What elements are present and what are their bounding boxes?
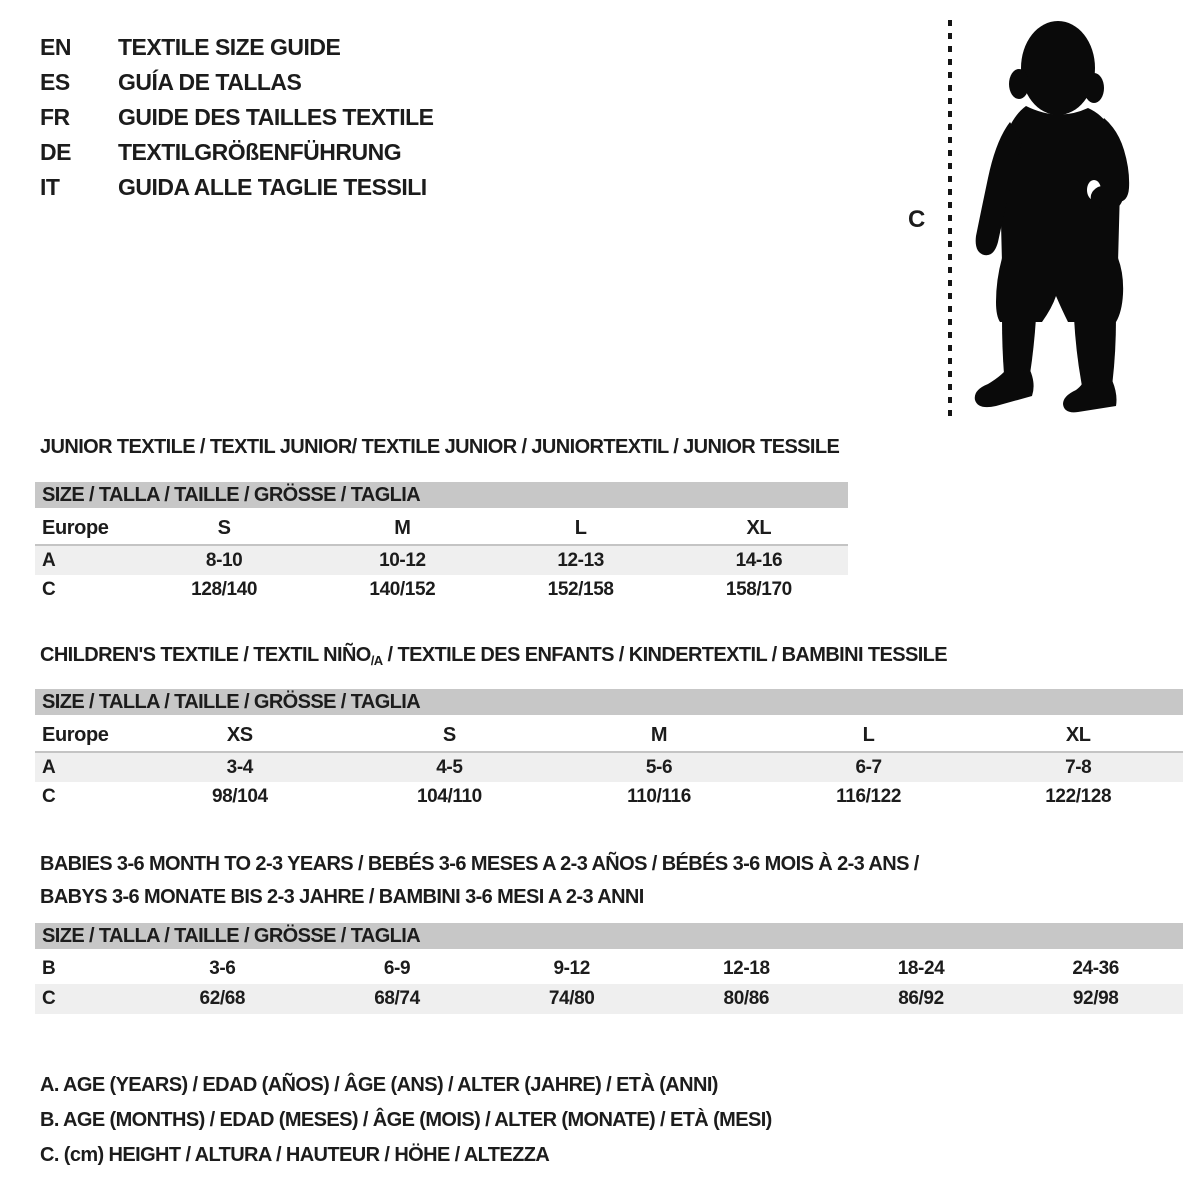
lang-code-it: IT xyxy=(40,174,60,200)
babies-height-label: C xyxy=(42,988,56,1009)
guide-title-en: TEXTILE SIZE GUIDE xyxy=(118,34,341,60)
babies-row-months xyxy=(35,954,1183,984)
junior-europe-label: Europe xyxy=(42,517,109,539)
junior-row-height xyxy=(35,575,848,605)
language-title-list xyxy=(40,30,434,205)
measurement-legend xyxy=(40,1068,772,1173)
children-europe-label: Europe xyxy=(42,724,109,746)
junior-age-m: 10-12 xyxy=(379,549,426,571)
junior-size-table xyxy=(35,482,848,605)
babies-months-2: 6-9 xyxy=(383,958,411,979)
children-size-s: S xyxy=(442,724,456,746)
lang-code-en: EN xyxy=(40,34,71,60)
children-row-europe xyxy=(35,720,1183,753)
babies-row-height xyxy=(35,984,1183,1014)
babies-size-header-bar: SIZE / TALLA / TAILLE / GRÖSSE / TAGLIA xyxy=(35,923,1183,949)
lang-code-es: ES xyxy=(40,69,70,95)
babies-months-6: 24-36 xyxy=(1072,958,1119,979)
junior-height-s: 128/140 xyxy=(191,579,258,600)
junior-age-xl: 14-16 xyxy=(735,549,783,571)
babies-section-title-line2: BABYS 3-6 MONATE BIS 2-3 JAHRE / BAMBINI 3-6 MESI A 2-3 ANNI xyxy=(40,886,644,908)
junior-size-xl: XL xyxy=(746,517,772,539)
children-size-table xyxy=(35,689,1183,812)
junior-section-title: JUNIOR TEXTILE / TEXTIL JUNIOR/ TEXTILE JUNIOR / JUNIORTEXTIL / JUNIOR TESSILE xyxy=(40,436,840,458)
children-age-label: A xyxy=(42,756,56,778)
children-height-s: 104/110 xyxy=(416,786,482,807)
babies-months-4: 12-18 xyxy=(723,958,770,979)
children-row-height xyxy=(35,782,1183,812)
children-size-xl: XL xyxy=(1065,724,1091,746)
babies-height-6: 92/98 xyxy=(1072,988,1119,1009)
babies-months-3: 9-12 xyxy=(553,958,590,979)
children-height-xl: 122/128 xyxy=(1045,786,1112,807)
children-height-label: C xyxy=(42,786,56,807)
lang-code-de: DE xyxy=(40,139,71,165)
children-age-m: 5-6 xyxy=(645,756,673,778)
babies-months-1: 3-6 xyxy=(209,958,236,979)
junior-row-europe xyxy=(35,513,848,546)
children-height-l: 116/122 xyxy=(836,786,902,807)
toddler-silhouette-image xyxy=(966,16,1138,416)
children-title-subscript: /A xyxy=(370,653,383,668)
junior-size-m: M xyxy=(394,517,411,539)
junior-age-s: 8-10 xyxy=(205,549,243,571)
babies-height-4: 80/86 xyxy=(723,988,770,1009)
junior-size-s: S xyxy=(217,517,231,539)
children-age-xs: 3-4 xyxy=(226,756,253,778)
children-size-l: L xyxy=(862,724,875,746)
junior-age-label: A xyxy=(42,549,56,571)
children-row-age xyxy=(35,753,1183,782)
guide-title-de: TEXTILGRÖßENFÜHRUNG xyxy=(118,139,402,165)
junior-age-l: 12-13 xyxy=(557,549,604,571)
junior-height-label: C xyxy=(42,579,56,600)
junior-row-age xyxy=(35,546,848,575)
height-dashed-line xyxy=(948,20,952,416)
legend-height-cm: C. (cm) HEIGHT / ALTURA / HAUTEUR / HÖHE / ALTEZZA xyxy=(40,1144,550,1166)
junior-size-header-bar: SIZE / TALLA / TAILLE / GRÖSSE / TAGLIA xyxy=(35,482,848,508)
junior-height-l: 152/158 xyxy=(547,579,614,600)
children-age-xl: 7-8 xyxy=(1065,756,1092,778)
guide-title-fr: GUIDE DES TAILLES TEXTILE xyxy=(118,104,434,130)
children-section-title xyxy=(40,644,947,668)
legend-age-years: A. AGE (YEARS) / EDAD (AÑOS) / ÂGE (ANS) / ALTER (JAHRE) / ETÀ (ANNI) xyxy=(40,1074,718,1096)
junior-size-l: L xyxy=(574,517,587,539)
guide-title-it: GUIDA ALLE TAGLIE TESSILI xyxy=(118,174,427,200)
children-height-xs: 98/104 xyxy=(211,786,268,807)
height-measure-label: C xyxy=(908,206,925,233)
children-size-header-bar: SIZE / TALLA / TAILLE / GRÖSSE / TAGLIA xyxy=(35,689,1183,715)
children-size-xs: XS xyxy=(226,724,253,746)
children-age-l: 6-7 xyxy=(855,756,882,778)
babies-height-3: 74/80 xyxy=(548,988,595,1009)
babies-months-label: B xyxy=(42,958,56,979)
children-title-main: CHILDREN'S TEXTILE / TEXTIL NIÑO xyxy=(40,644,371,666)
lang-code-fr: FR xyxy=(40,104,70,130)
junior-height-m: 140/152 xyxy=(369,579,436,600)
babies-size-table xyxy=(35,923,1183,1014)
babies-section-title-line1: BABIES 3-6 MONTH TO 2-3 YEARS / BEBÉS 3-6 MESES A 2-3 AÑOS / BÉBÉS 3-6 MOIS À 2-3 ANS / xyxy=(40,853,919,875)
babies-height-2: 68/74 xyxy=(374,988,420,1009)
children-age-s: 4-5 xyxy=(436,756,463,778)
children-height-m: 110/116 xyxy=(627,786,691,807)
guide-title-es: GUÍA DE TALLAS xyxy=(118,69,302,95)
legend-age-months: B. AGE (MONTHS) / EDAD (MESES) / ÂGE (MOIS) / ALTER (MONATE) / ETÀ (MESI) xyxy=(40,1109,772,1131)
babies-months-5: 18-24 xyxy=(897,958,945,979)
babies-height-1: 62/68 xyxy=(199,988,246,1009)
children-title-rest: / TEXTILE DES ENFANTS / KINDERTEXTIL / BAMBINI TESSILE xyxy=(382,644,948,666)
junior-height-xl: 158/170 xyxy=(725,579,792,600)
babies-height-5: 86/92 xyxy=(898,988,944,1009)
children-size-m: M xyxy=(650,724,668,746)
